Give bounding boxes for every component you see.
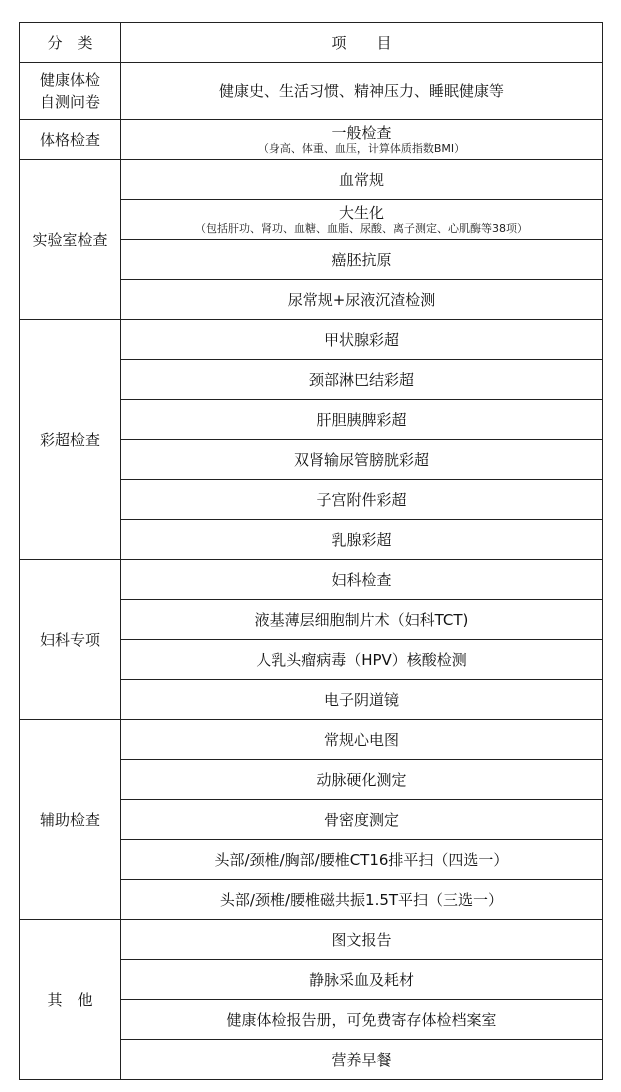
- item-cell: 癌胚抗原: [121, 240, 603, 280]
- table-row: [20, 720, 603, 760]
- item-cell: 电子阴道镜: [121, 680, 603, 720]
- item-cell: 图文报告: [121, 920, 603, 960]
- item-cell: 头部/颈椎/胸部/腰椎CT16排平扫（四选一）: [121, 840, 603, 880]
- item-cell: 乳腺彩超: [121, 520, 603, 560]
- item-cell: 尿常规+尿液沉渣检测: [121, 280, 603, 320]
- item-note: （包括肝功、肾功、血糖、血脂、尿酸、离子测定、心肌酶等38项）: [195, 221, 528, 235]
- table-row: [20, 160, 603, 200]
- item-note: （身高、体重、血压，计算体质指数BMI）: [257, 141, 466, 155]
- category-label-line1: 健康体检: [39, 71, 100, 89]
- item-cell: 健康体检报告册，可免费寄存体检档案室: [121, 1000, 603, 1040]
- item-cell: 肝胆胰脾彩超: [121, 400, 603, 440]
- header-item: 项 目: [121, 23, 603, 63]
- table-row: [20, 560, 603, 600]
- table-row: [20, 63, 603, 120]
- table-row: [20, 120, 603, 160]
- category-cell: 其 他: [20, 920, 121, 1080]
- item-cell: [121, 200, 603, 240]
- category-cell: 体格检查: [20, 120, 121, 160]
- item-cell: 动脉硬化测定: [121, 760, 603, 800]
- item-cell: 头部/颈椎/腰椎磁共振1.5T平扫（三选一）: [121, 880, 603, 920]
- item-cell: 健康史、生活习惯、精神压力、睡眠健康等: [121, 63, 603, 120]
- item-cell: 人乳头瘤病毒（HPV）核酸检测: [121, 640, 603, 680]
- item-cell: 子宫附件彩超: [121, 480, 603, 520]
- item-cell: 营养早餐: [121, 1040, 603, 1080]
- category-cell: 彩超检查: [20, 320, 121, 560]
- item-cell: 常规心电图: [121, 720, 603, 760]
- item-cell: 甲状腺彩超: [121, 320, 603, 360]
- category-cell: [20, 63, 121, 120]
- item-title: 大生化: [338, 203, 384, 222]
- table-header-row: [20, 23, 603, 63]
- category-label-line2: 自测问卷: [39, 93, 100, 111]
- table-row: [20, 320, 603, 360]
- item-title: 一般检查: [331, 123, 392, 142]
- item-cell: [121, 120, 603, 160]
- item-cell: 颈部淋巴结彩超: [121, 360, 603, 400]
- item-cell: 双肾输尿管膀胱彩超: [121, 440, 603, 480]
- item-cell: 血常规: [121, 160, 603, 200]
- item-cell: 静脉采血及耗材: [121, 960, 603, 1000]
- item-cell: 妇科检查: [121, 560, 603, 600]
- category-cell: 妇科专项: [20, 560, 121, 720]
- exam-items-table: [19, 22, 603, 1080]
- category-cell: 辅助检查: [20, 720, 121, 920]
- table-row: [20, 920, 603, 960]
- item-cell: 液基薄层细胞制片术（妇科TCT): [121, 600, 603, 640]
- header-category: 分 类: [20, 23, 121, 63]
- category-cell: 实验室检查: [20, 160, 121, 320]
- item-cell: 骨密度测定: [121, 800, 603, 840]
